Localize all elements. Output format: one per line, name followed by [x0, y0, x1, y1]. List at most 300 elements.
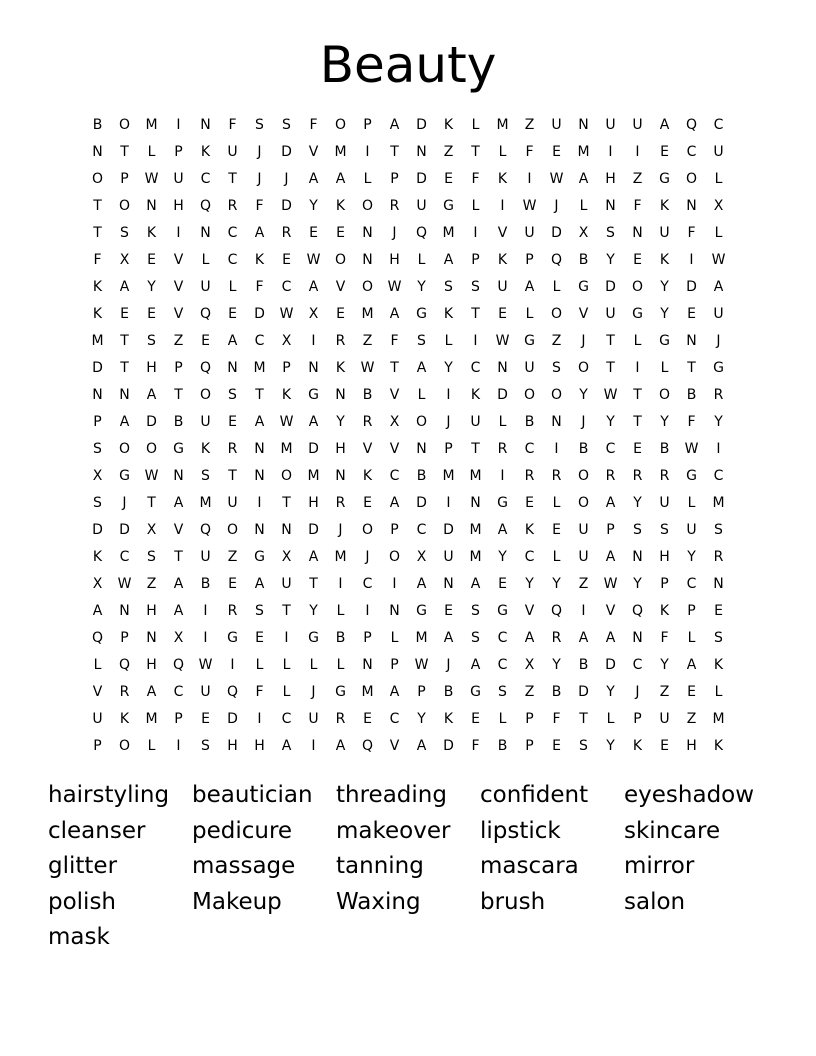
grid-letter[interactable]: D — [92, 522, 103, 538]
grid-letter[interactable]: K — [713, 657, 724, 673]
grid-letter[interactable]: P — [120, 630, 129, 646]
grid-letter[interactable]: G — [227, 630, 238, 646]
grid-letter[interactable]: O — [523, 387, 536, 403]
grid-letter[interactable]: E — [201, 333, 210, 349]
grid-letter[interactable]: Y — [525, 576, 534, 592]
grid-letter[interactable]: O — [361, 198, 374, 214]
grid-letter[interactable]: C — [227, 252, 238, 268]
grid-letter[interactable]: L — [552, 279, 561, 295]
grid-letter[interactable]: L — [147, 738, 156, 754]
grid-letter[interactable]: E — [471, 711, 480, 727]
grid-letter[interactable]: R — [227, 603, 238, 619]
grid-letter[interactable]: L — [552, 549, 561, 565]
grid-letter[interactable]: C — [389, 711, 400, 727]
grid-letter[interactable]: U — [443, 549, 454, 565]
grid-letter[interactable]: F — [255, 198, 264, 214]
grid-letter[interactable]: S — [498, 684, 507, 700]
grid-letter[interactable]: A — [308, 279, 319, 295]
grid-letter[interactable]: C — [362, 576, 373, 592]
grid-letter[interactable]: B — [578, 252, 589, 268]
grid-letter[interactable]: D — [227, 711, 238, 727]
grid-letter[interactable]: S — [201, 738, 210, 754]
grid-letter[interactable]: U — [551, 117, 562, 133]
grid-letter[interactable]: A — [281, 738, 292, 754]
grid-letter[interactable]: P — [471, 252, 480, 268]
grid-letter[interactable]: K — [92, 549, 103, 565]
grid-letter[interactable]: T — [282, 495, 291, 511]
grid-letter[interactable]: V — [497, 225, 508, 241]
grid-letter[interactable]: V — [173, 279, 184, 295]
grid-letter[interactable]: U — [416, 198, 427, 214]
grid-letter[interactable]: K — [362, 468, 373, 484]
grid-letter[interactable]: J — [311, 684, 316, 700]
grid-letter[interactable]: F — [93, 252, 102, 268]
grid-letter[interactable]: X — [389, 414, 400, 430]
grid-letter[interactable]: O — [550, 387, 563, 403]
grid-letter[interactable]: K — [281, 387, 292, 403]
grid-letter[interactable]: M — [712, 495, 725, 511]
grid-letter[interactable]: N — [254, 468, 265, 484]
grid-letter[interactable]: V — [389, 738, 400, 754]
grid-letter[interactable]: V — [335, 279, 346, 295]
grid-letter[interactable]: W — [306, 252, 321, 268]
grid-letter[interactable]: S — [633, 522, 642, 538]
grid-letter[interactable]: F — [471, 738, 480, 754]
grid-letter[interactable]: R — [119, 684, 130, 700]
grid-letter[interactable]: M — [361, 306, 374, 322]
grid-letter[interactable]: O — [361, 522, 374, 538]
grid-letter[interactable]: L — [606, 711, 615, 727]
grid-letter[interactable]: S — [201, 468, 210, 484]
grid-letter[interactable]: J — [581, 333, 586, 349]
grid-letter[interactable]: M — [361, 684, 374, 700]
grid-letter[interactable]: R — [713, 387, 724, 403]
grid-letter[interactable]: X — [146, 522, 157, 538]
grid-letter[interactable]: V — [308, 144, 319, 160]
grid-letter[interactable]: F — [255, 684, 264, 700]
grid-letter[interactable]: K — [119, 711, 130, 727]
grid-letter[interactable]: A — [254, 414, 265, 430]
grid-letter[interactable]: E — [660, 738, 669, 754]
grid-letter[interactable]: T — [687, 360, 696, 376]
grid-letter[interactable]: U — [200, 684, 211, 700]
grid-letter[interactable]: B — [416, 468, 427, 484]
grid-letter[interactable]: X — [713, 198, 724, 214]
grid-letter[interactable]: Q — [199, 198, 212, 214]
grid-letter[interactable]: A — [416, 576, 427, 592]
grid-letter[interactable]: U — [713, 144, 724, 160]
grid-letter[interactable]: M — [334, 549, 347, 565]
grid-letter[interactable]: C — [200, 171, 211, 187]
grid-letter[interactable]: I — [257, 711, 262, 727]
grid-letter[interactable]: L — [93, 657, 102, 673]
grid-letter[interactable]: L — [498, 414, 507, 430]
grid-letter[interactable]: P — [525, 738, 534, 754]
grid-letter[interactable]: U — [686, 522, 697, 538]
grid-letter[interactable]: I — [446, 495, 451, 511]
grid-letter[interactable]: E — [714, 603, 723, 619]
grid-letter[interactable]: Y — [633, 576, 642, 592]
grid-letter[interactable]: B — [92, 117, 103, 133]
grid-letter[interactable]: W — [495, 333, 510, 349]
grid-letter[interactable]: Y — [552, 576, 561, 592]
grid-letter[interactable]: E — [552, 522, 561, 538]
grid-letter[interactable]: Z — [578, 576, 589, 592]
grid-letter[interactable]: U — [200, 549, 211, 565]
grid-letter[interactable]: Q — [91, 630, 104, 646]
grid-letter[interactable]: I — [500, 198, 505, 214]
grid-letter[interactable]: A — [524, 630, 535, 646]
grid-letter[interactable]: N — [686, 198, 697, 214]
grid-letter[interactable]: W — [117, 576, 132, 592]
grid-letter[interactable]: A — [254, 225, 265, 241]
grid-letter[interactable]: H — [146, 657, 157, 673]
grid-letter[interactable]: I — [554, 441, 559, 457]
grid-letter[interactable]: W — [522, 198, 537, 214]
grid-letter[interactable]: Q — [685, 117, 698, 133]
grid-letter[interactable]: R — [524, 468, 535, 484]
grid-letter[interactable]: V — [173, 306, 184, 322]
grid-letter[interactable]: I — [608, 144, 613, 160]
grid-letter[interactable]: L — [336, 603, 345, 619]
grid-letter[interactable]: G — [470, 684, 481, 700]
grid-letter[interactable]: I — [230, 657, 235, 673]
grid-letter[interactable]: Z — [632, 171, 643, 187]
grid-letter[interactable]: A — [119, 279, 130, 295]
grid-letter[interactable]: G — [713, 360, 724, 376]
grid-letter[interactable]: B — [578, 657, 589, 673]
grid-letter[interactable]: P — [363, 117, 372, 133]
grid-letter[interactable]: Z — [362, 333, 373, 349]
grid-letter[interactable]: A — [443, 252, 454, 268]
grid-letter[interactable]: U — [281, 576, 292, 592]
grid-letter[interactable]: J — [581, 414, 586, 430]
grid-letter[interactable]: H — [605, 171, 616, 187]
grid-letter[interactable]: I — [338, 576, 343, 592]
grid-letter[interactable]: L — [363, 171, 372, 187]
grid-letter[interactable]: O — [280, 468, 293, 484]
grid-letter[interactable]: N — [119, 387, 130, 403]
grid-letter[interactable]: C — [416, 522, 427, 538]
grid-letter[interactable]: T — [633, 414, 642, 430]
grid-letter[interactable]: W — [279, 306, 294, 322]
grid-letter[interactable]: H — [389, 252, 400, 268]
grid-letter[interactable]: I — [527, 171, 532, 187]
grid-letter[interactable]: B — [578, 441, 589, 457]
grid-letter[interactable]: N — [308, 360, 319, 376]
grid-letter[interactable]: S — [444, 279, 453, 295]
grid-letter[interactable]: R — [551, 468, 562, 484]
grid-letter[interactable]: K — [659, 603, 670, 619]
grid-letter[interactable]: C — [713, 468, 724, 484]
grid-letter[interactable]: U — [470, 414, 481, 430]
grid-letter[interactable]: E — [552, 738, 561, 754]
grid-letter[interactable]: L — [498, 144, 507, 160]
grid-letter[interactable]: O — [118, 198, 131, 214]
grid-letter[interactable]: Q — [226, 684, 239, 700]
grid-letter[interactable]: Z — [524, 117, 535, 133]
grid-letter[interactable]: L — [444, 333, 453, 349]
grid-letter[interactable]: C — [119, 549, 130, 565]
grid-letter[interactable]: L — [525, 306, 534, 322]
grid-letter[interactable]: N — [227, 360, 238, 376]
grid-letter[interactable]: J — [446, 657, 451, 673]
grid-letter[interactable]: L — [660, 360, 669, 376]
grid-letter[interactable]: B — [497, 738, 508, 754]
grid-letter[interactable]: E — [336, 306, 345, 322]
grid-letter[interactable]: L — [417, 387, 426, 403]
grid-letter[interactable]: F — [660, 630, 669, 646]
grid-letter[interactable]: N — [254, 522, 265, 538]
grid-letter[interactable]: E — [120, 306, 129, 322]
grid-letter[interactable]: U — [659, 495, 670, 511]
grid-letter[interactable]: L — [552, 495, 561, 511]
grid-letter[interactable]: U — [713, 306, 724, 322]
grid-letter[interactable]: K — [632, 738, 643, 754]
grid-letter[interactable]: U — [605, 117, 616, 133]
grid-letter[interactable]: N — [632, 549, 643, 565]
grid-letter[interactable]: V — [605, 603, 616, 619]
grid-letter[interactable]: C — [227, 225, 238, 241]
grid-letter[interactable]: D — [146, 414, 157, 430]
grid-letter[interactable]: T — [282, 603, 291, 619]
grid-letter[interactable]: A — [578, 630, 589, 646]
grid-letter[interactable]: S — [714, 522, 723, 538]
grid-letter[interactable]: Y — [417, 711, 426, 727]
grid-letter[interactable]: C — [470, 360, 481, 376]
grid-letter[interactable]: E — [525, 495, 534, 511]
grid-letter[interactable]: H — [173, 198, 184, 214]
grid-letter[interactable]: G — [686, 468, 697, 484]
grid-letter[interactable]: C — [497, 630, 508, 646]
grid-letter[interactable]: R — [632, 468, 643, 484]
grid-letter[interactable]: H — [659, 549, 670, 565]
grid-letter[interactable]: C — [254, 333, 265, 349]
grid-letter[interactable]: X — [92, 468, 103, 484]
grid-letter[interactable]: A — [227, 333, 238, 349]
grid-letter[interactable]: J — [365, 549, 370, 565]
grid-letter[interactable]: Y — [498, 549, 507, 565]
grid-letter[interactable]: C — [281, 711, 292, 727]
grid-letter[interactable]: K — [200, 441, 211, 457]
grid-letter[interactable]: S — [282, 117, 291, 133]
grid-letter[interactable]: C — [713, 117, 724, 133]
grid-letter[interactable]: U — [497, 279, 508, 295]
grid-letter[interactable]: O — [118, 441, 131, 457]
grid-letter[interactable]: Y — [633, 495, 642, 511]
grid-letter[interactable]: J — [338, 522, 343, 538]
grid-letter[interactable]: S — [660, 522, 669, 538]
grid-letter[interactable]: G — [659, 333, 670, 349]
grid-letter[interactable]: O — [685, 171, 698, 187]
grid-letter[interactable]: Y — [552, 657, 561, 673]
grid-letter[interactable]: I — [311, 333, 316, 349]
grid-letter[interactable]: X — [308, 306, 319, 322]
grid-letter[interactable]: L — [633, 333, 642, 349]
grid-letter[interactable]: R — [281, 225, 292, 241]
grid-letter[interactable]: W — [603, 576, 618, 592]
grid-letter[interactable]: L — [282, 684, 291, 700]
grid-letter[interactable]: K — [497, 252, 508, 268]
grid-letter[interactable]: X — [173, 630, 184, 646]
grid-letter[interactable]: Z — [443, 144, 454, 160]
grid-letter[interactable]: P — [660, 576, 669, 592]
grid-letter[interactable]: M — [280, 441, 293, 457]
grid-letter[interactable]: D — [686, 279, 697, 295]
grid-letter[interactable]: R — [713, 549, 724, 565]
grid-letter[interactable]: U — [227, 495, 238, 511]
grid-letter[interactable]: J — [284, 171, 289, 187]
grid-letter[interactable]: L — [390, 630, 399, 646]
grid-letter[interactable]: E — [633, 252, 642, 268]
grid-letter[interactable]: B — [659, 441, 670, 457]
grid-letter[interactable]: Z — [227, 549, 238, 565]
grid-letter[interactable]: A — [254, 576, 265, 592]
grid-letter[interactable]: F — [309, 117, 318, 133]
grid-letter[interactable]: Y — [660, 414, 669, 430]
grid-letter[interactable]: T — [390, 144, 399, 160]
grid-letter[interactable]: E — [228, 414, 237, 430]
grid-letter[interactable]: L — [714, 225, 723, 241]
grid-letter[interactable]: P — [525, 711, 534, 727]
grid-letter[interactable]: X — [281, 549, 292, 565]
grid-letter[interactable]: A — [173, 603, 184, 619]
grid-letter[interactable]: O — [631, 279, 644, 295]
grid-letter[interactable]: N — [416, 441, 427, 457]
grid-letter[interactable]: K — [524, 522, 535, 538]
grid-letter[interactable]: I — [716, 441, 721, 457]
grid-letter[interactable]: Y — [444, 360, 453, 376]
grid-letter[interactable]: R — [335, 333, 346, 349]
grid-letter[interactable]: C — [632, 657, 643, 673]
grid-letter[interactable]: S — [147, 549, 156, 565]
grid-letter[interactable]: I — [689, 252, 694, 268]
grid-letter[interactable]: N — [578, 117, 589, 133]
grid-letter[interactable]: G — [173, 441, 184, 457]
grid-letter[interactable]: P — [93, 414, 102, 430]
grid-letter[interactable]: L — [471, 117, 480, 133]
grid-letter[interactable]: Q — [415, 225, 428, 241]
grid-letter[interactable]: A — [389, 495, 400, 511]
grid-letter[interactable]: I — [392, 576, 397, 592]
grid-letter[interactable]: A — [659, 117, 670, 133]
grid-letter[interactable]: P — [687, 603, 696, 619]
grid-letter[interactable]: T — [93, 198, 102, 214]
grid-letter[interactable]: O — [577, 495, 590, 511]
grid-letter[interactable]: Q — [118, 657, 131, 673]
grid-letter[interactable]: P — [174, 711, 183, 727]
grid-letter[interactable]: D — [281, 198, 292, 214]
grid-letter[interactable]: X — [524, 657, 535, 673]
grid-letter[interactable]: N — [335, 387, 346, 403]
grid-letter[interactable]: M — [145, 117, 158, 133]
grid-letter[interactable]: A — [389, 117, 400, 133]
grid-letter[interactable]: I — [500, 468, 505, 484]
grid-letter[interactable]: U — [605, 306, 616, 322]
grid-letter[interactable]: H — [308, 495, 319, 511]
grid-letter[interactable]: T — [471, 144, 480, 160]
grid-letter[interactable]: I — [311, 738, 316, 754]
grid-letter[interactable]: E — [687, 684, 696, 700]
grid-letter[interactable]: E — [687, 306, 696, 322]
grid-letter[interactable]: K — [92, 279, 103, 295]
grid-letter[interactable]: T — [606, 360, 615, 376]
grid-letter[interactable]: R — [389, 198, 400, 214]
grid-letter[interactable]: D — [281, 144, 292, 160]
grid-letter[interactable]: N — [119, 603, 130, 619]
grid-letter[interactable]: A — [308, 171, 319, 187]
grid-letter[interactable]: O — [415, 414, 428, 430]
grid-letter[interactable]: J — [122, 495, 127, 511]
grid-letter[interactable]: W — [279, 414, 294, 430]
grid-letter[interactable]: J — [635, 684, 640, 700]
grid-letter[interactable]: L — [417, 252, 426, 268]
grid-letter[interactable]: L — [579, 198, 588, 214]
grid-letter[interactable]: W — [414, 657, 429, 673]
grid-letter[interactable]: Z — [659, 684, 670, 700]
grid-letter[interactable]: D — [497, 387, 508, 403]
grid-letter[interactable]: T — [228, 468, 237, 484]
grid-letter[interactable]: D — [416, 495, 427, 511]
grid-letter[interactable]: C — [686, 576, 697, 592]
grid-letter[interactable]: T — [471, 306, 480, 322]
grid-letter[interactable]: N — [254, 441, 265, 457]
grid-letter[interactable]: Q — [199, 306, 212, 322]
grid-letter[interactable]: F — [552, 711, 561, 727]
grid-letter[interactable]: T — [471, 441, 480, 457]
grid-letter[interactable]: E — [633, 441, 642, 457]
grid-letter[interactable]: V — [524, 603, 535, 619]
grid-letter[interactable]: A — [92, 603, 103, 619]
grid-letter[interactable]: X — [578, 225, 589, 241]
grid-letter[interactable]: O — [361, 279, 374, 295]
grid-letter[interactable]: C — [281, 279, 292, 295]
grid-letter[interactable]: B — [335, 630, 346, 646]
grid-letter[interactable]: I — [176, 738, 181, 754]
grid-letter[interactable]: P — [417, 684, 426, 700]
grid-letter[interactable]: B — [173, 414, 184, 430]
grid-letter[interactable]: P — [390, 657, 399, 673]
grid-letter[interactable]: B — [551, 684, 562, 700]
grid-letter[interactable]: P — [174, 144, 183, 160]
grid-letter[interactable]: D — [551, 225, 562, 241]
grid-letter[interactable]: J — [257, 144, 262, 160]
grid-letter[interactable]: M — [712, 711, 725, 727]
grid-letter[interactable]: L — [498, 711, 507, 727]
grid-letter[interactable]: Z — [146, 576, 157, 592]
grid-letter[interactable]: O — [226, 522, 239, 538]
grid-letter[interactable]: D — [605, 657, 616, 673]
grid-letter[interactable]: U — [308, 711, 319, 727]
grid-letter[interactable]: T — [120, 360, 129, 376]
grid-letter[interactable]: H — [227, 738, 238, 754]
grid-letter[interactable]: Q — [550, 252, 563, 268]
grid-letter[interactable]: V — [389, 387, 400, 403]
grid-letter[interactable]: I — [635, 144, 640, 160]
grid-letter[interactable]: V — [173, 522, 184, 538]
grid-letter[interactable]: K — [335, 198, 346, 214]
grid-letter[interactable]: T — [255, 387, 264, 403]
grid-letter[interactable]: E — [282, 252, 291, 268]
grid-letter[interactable]: C — [605, 441, 616, 457]
grid-letter[interactable]: B — [524, 414, 535, 430]
grid-letter[interactable]: S — [471, 279, 480, 295]
grid-letter[interactable]: E — [255, 630, 264, 646]
grid-letter[interactable]: Z — [173, 333, 184, 349]
grid-letter[interactable]: T — [606, 333, 615, 349]
grid-letter[interactable]: T — [147, 495, 156, 511]
grid-letter[interactable]: M — [496, 117, 509, 133]
